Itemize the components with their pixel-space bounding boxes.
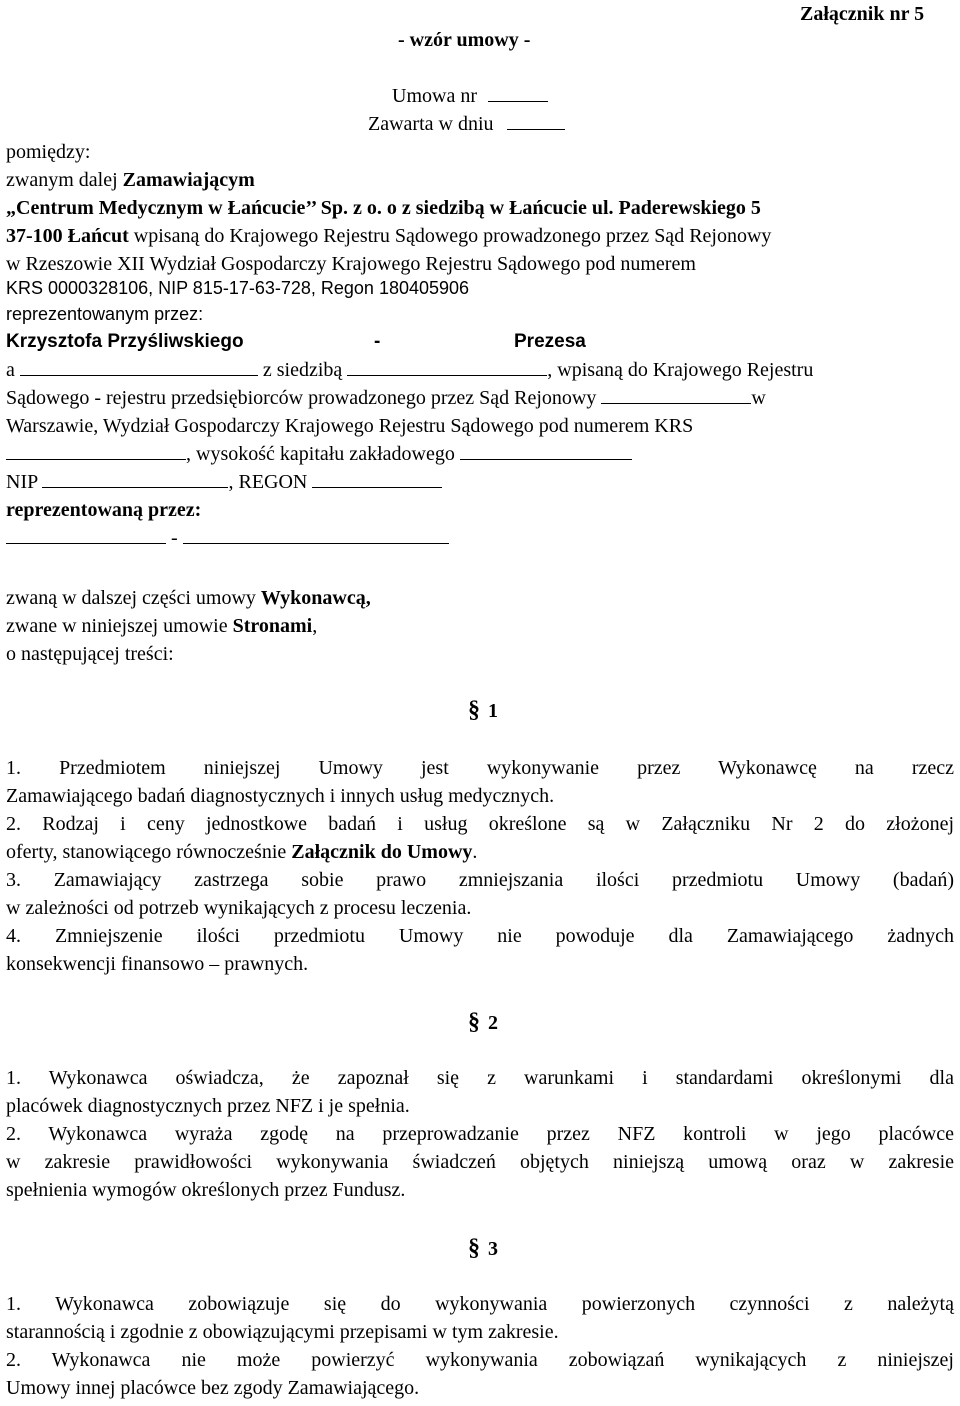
section-1-para-3-line-1: 3. Zamawiający zastrzega sobie prawo zmniejszania ilości przedmiotu Umowy (badań) [6,869,954,891]
between-label: pomiędzy: [6,141,91,163]
contractor-krs-blank [6,441,186,460]
employer-ids-line: KRS 0000328106, NIP 815-17-63-728, Regon 180405906 [6,278,470,298]
section-1-heading [468,696,498,726]
contractor-nip-label: NIP [6,471,43,493]
contractor-nip-blank [42,469,228,488]
contractor-a-label: a [6,359,15,381]
section-number: 1 [488,700,498,722]
employer-called-name: Zamawiającym [122,169,255,191]
contract-date-blank [507,111,565,130]
section-1-para-4-line-1: 4. Zmniejszenie ilości przedmiotu Umowy nie powoduje dla Zamawiającego żadnych [6,925,954,947]
section-number: 3 [488,1238,498,1260]
template-title: - wzór umowy - [398,29,531,51]
section-2-para-2-line-2: w zakresie prawidłowości wykonywania świadczeń objętych niniejszą umową oraz w zakresie [6,1151,954,1173]
section-1-para-1-line-1: 1. Przedmiotem niniejszej Umowy jest wykonywanie przez Wykonawcę na rzecz [6,757,954,779]
president-title: Prezesa [514,331,586,352]
employer-name: „Centrum Medycznym w Łańcucie’’ Sp. z o. o z siedzibą w Łańcucie ul. Paderewskiego 5 [6,197,761,219]
contractor-court-blank [601,385,751,404]
contractor-court-label: Sądowego - rejestru przedsiębiorców prowadzonego przez Sąd Rejonowy [6,387,602,409]
section-3-para-1-line-1: 1. Wykonawca zobowiązuje się do wykonywania powierzonych czynności z należytą [6,1293,954,1315]
para-text-end: . [472,841,478,863]
president-line [6,328,244,357]
contract-number-blank [488,83,548,102]
employer-registry-text: wpisaną do Krajowego Rejestru Sądowego prowadzonego przez Sąd Rejonowy [128,225,772,247]
contractor-rep-dash: - [166,527,183,549]
president-dash: - [374,331,381,352]
contractor-rep-name-blank [6,525,166,544]
contract-date-label: Zawarta w dniu [368,113,494,135]
contractor-capital-blank [460,441,632,460]
employer-represented-label: reprezentowanym przez: [6,304,204,324]
parties-name: Stronami [232,615,313,637]
annex-label: Załącznik nr 5 [800,3,925,25]
contractor-called-line [6,584,371,613]
section-1-para-2-line-2 [6,838,477,867]
contractor-rep-title-blank [183,525,449,544]
section-3-heading [468,1234,498,1264]
contractor-called-name: Wykonawcą, [260,587,371,609]
annex-reference: Załącznik do Umowy [291,841,473,863]
para-text: oferty, stanowiącego równocześnie [6,841,292,863]
contractor-seat-blank [347,357,547,376]
contract-date-line [368,110,565,139]
contractor-line-4 [6,440,632,469]
contract-number-label: Umowa nr [392,85,477,107]
section-symbol: § [468,697,480,723]
section-1-para-4-line-2: konsekwencji finansowo – prawnych. [6,953,309,975]
section-3-para-2-line-1: 2. Wykonawca nie może powierzyć wykonywania zobowiązań wynikających z niniejszej [6,1349,954,1371]
contractor-represented-label: reprezentowaną przez: [6,499,202,521]
employer-called-line [6,166,255,195]
section-2-heading [468,1008,498,1038]
contractor-regon-label: , REGON [228,471,313,493]
section-2-para-1-line-2: placówek diagnostycznych przez NFZ i je spełnia. [6,1095,410,1117]
contractor-division-line: Warszawie, Wydział Gospodarczy Krajowego Rejestru Sądowego pod numerem KRS [6,415,694,437]
section-1-para-2-line-1: 2. Rodzaj i ceny jednostkowe badań i usług określone są w Załączniku Nr 2 do złożonej [6,813,954,835]
section-number: 2 [488,1012,498,1034]
contractor-registered-label: , wpisaną do Krajowego Rejestru [547,359,814,381]
section-1-para-3-line-2: w zależności od potrzeb wynikających z procesu leczenia. [6,897,472,919]
contractor-w-label: w [751,387,766,409]
section-2-para-1-line-1: 1. Wykonawca oświadcza, że zapoznał się z warunkami i standardami określonymi dla [6,1067,954,1089]
contractor-name-blank [20,357,258,376]
contractor-rep-line [6,524,449,553]
parties-line [6,612,317,641]
contract-number-line [392,82,548,111]
employer-registry-line [6,222,771,251]
section-3-para-1-line-2: starannością i zgodnie z obowiązującymi przepisami w tym zakresie. [6,1321,559,1343]
parties-suffix: , [312,615,318,637]
parties-prefix: zwane w niniejszej umowie [6,615,233,637]
employer-called-prefix: zwanym dalej [6,169,123,191]
contractor-line-5 [6,468,442,497]
president-name: Krzysztofa Przyśliwskiego [6,331,244,352]
contractor-seat-label: z siedzibą [257,359,348,381]
employer-court-line: w Rzeszowie XII Wydział Gospodarczy Krajowego Rejestru Sądowego pod numerem [6,253,696,275]
contractor-capital-label: , wysokość kapitału zakładowego [186,443,460,465]
section-2-para-2-line-1: 2. Wykonawca wyraża zgodę na przeprowadzanie przez NFZ kontroli w jego placówce [6,1123,954,1145]
contractor-regon-blank [312,469,442,488]
section-2-para-2-line-3: spełnienia wymogów określonych przez Fundusz. [6,1179,406,1201]
contractor-line-1 [6,356,813,385]
employer-postcode: 37-100 Łańcut [6,225,129,247]
section-symbol: § [468,1235,480,1261]
contractor-line-2 [6,384,766,413]
section-3-para-2-line-2: Umowy innej placówce bez zgody Zamawiającego. [6,1377,420,1399]
following-label: o następującej treści: [6,643,174,665]
contractor-called-prefix: zwaną w dalszej części umowy [6,587,261,609]
section-1-para-1-line-2: Zamawiającego badań diagnostycznych i innych usług medycznych. [6,785,555,807]
section-symbol: § [468,1009,480,1035]
